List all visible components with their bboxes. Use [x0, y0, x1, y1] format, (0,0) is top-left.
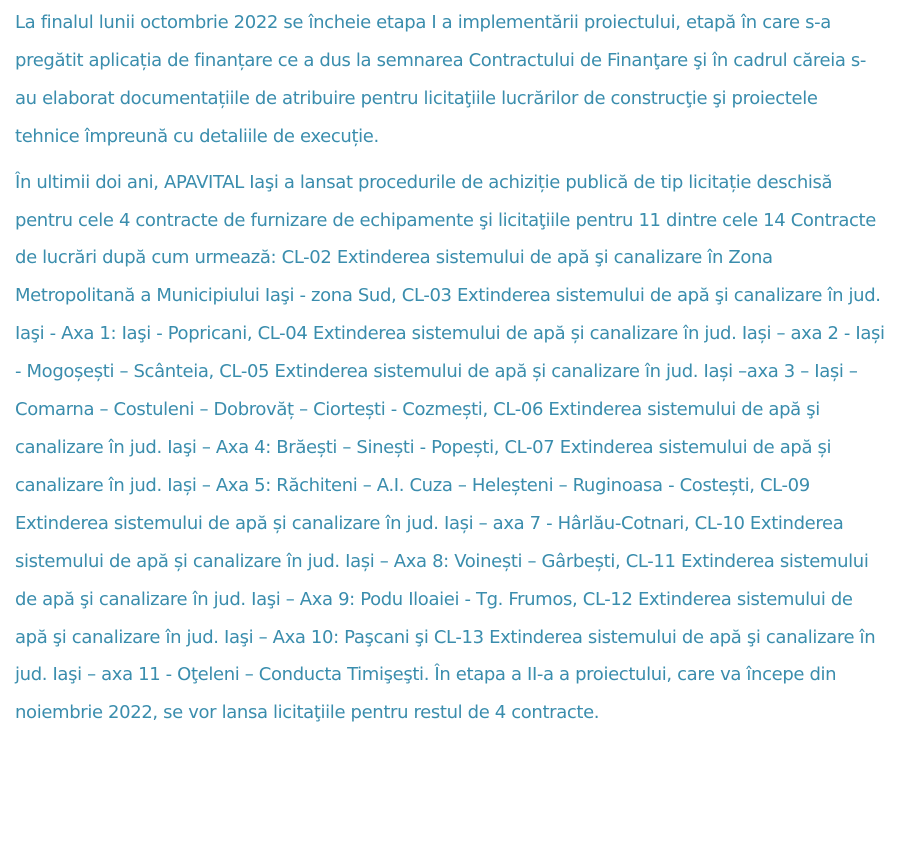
paragraph-stage-one: La finalul lunii octombrie 2022 se încheie etapa I a implementării proiectului, etapă în care s-a pregătit aplicația de finanțare ce a dus la semnarea Contractului de Finanţare şi în cadrul căreia s-au elaborat documentațiile de atribuire pentru licitaţiile lucrărilor de construcţie şi proiectele tehnice împreună cu detaliile de execuție.	[15, 12, 867, 147]
paragraph-procurement: În ultimii doi ani, APAVITAL Iaşi a lansat procedurile de achiziție publică de tip licitație deschisă pentru cele 4 contracte de furnizare de echipamente şi licitaţiile pentru 11 dintre cele 14 Contracte de lucrări după cum urmează: CL-02 Extinderea sistemului de apă şi canalizare în Zona Metropolitană a Municipiului Iaşi - zona Sud, CL-03 Extinderea sistemului de apă şi canalizare în jud. Iaşi - Axa 1: Iaşi - Popricani, CL-04 Extinderea sistemului de apă și canalizare în jud. Iași – axa 2 - Iași - Mogoșești – Scânteia, CL-05 Extinderea sistemului de apă și canalizare în jud. Iași –axa 3 – Iași – Comarna – Costuleni – Dobrovăț – Ciortești - Cozmești, CL-06 Extinderea sistemului de apă şi canalizare în jud. Iaşi – Axa 4: Brăești – Sinești - Popești, CL-07 Extinderea sistemului de apă și canalizare în jud. Iași – Axa 5: Răchiteni – A.I. Cuza – Heleșteni – Ruginoasa - Costești, CL-09 Extinderea sistemului de apă și canalizare în jud. Iași – axa 7 - Hârlău-Cotnari, CL-10 Extinderea sistemului de apă și canalizare în jud. Iași – Axa 8: Voinești – Gârbești, CL-11 Extinderea sistemului de apă şi canalizare în jud. Iaşi – Axa 9: Podu Iloaiei - Tg. Frumos, CL-12 Extinderea sistemului de apă şi canalizare în jud. Iaşi – Axa 10: Paşcani şi CL-13 Extinderea sistemului de apă şi canalizare în jud. Iaşi – axa 11 - Oţeleni – Conducta Timişeşti. În etapa a II-a a proiectului, care va începe din noiembrie 2022, se vor lansa licitaţiile pentru restul de 4 contracte.	[15, 171, 885, 724]
